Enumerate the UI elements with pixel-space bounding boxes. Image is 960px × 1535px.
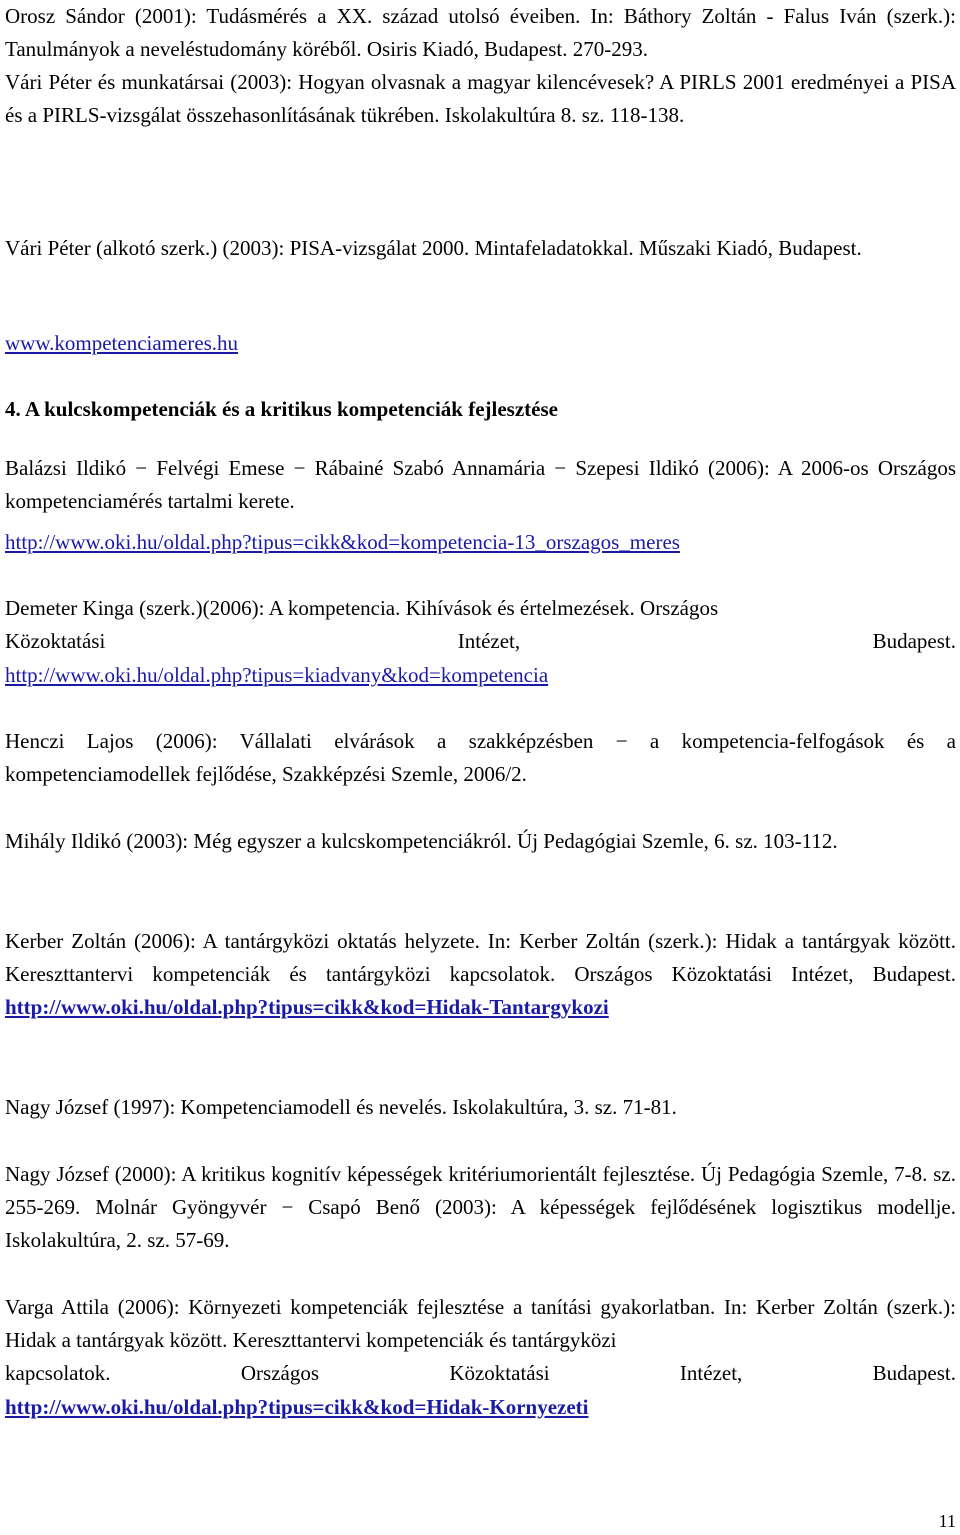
reference-varga-link-line [5, 1391, 589, 1424]
varga-link[interactable]: http://www.oki.hu/oldal.php?tipus=cikk&kod=Hidak-Kornyezeti [5, 1395, 589, 1419]
reference-vari-2003: Vári Péter és munkatársai (2003): Hogyan olvasnak a magyar kilencévesek? A PIRLS 2001 eredményei a PISA és a PIRLS-vizsgálat összehasonlításának tükrében. Iskolakultúra 8. sz. 118-138. [5, 70, 956, 127]
reference-varga-line3 [5, 1357, 956, 1390]
reference-balazsi-link-line [5, 526, 680, 559]
varga-word-5: Budapest. [872, 1361, 956, 1385]
demeter-link[interactable]: http://www.oki.hu/oldal.php?tipus=kiadvany&kod=kompetencia [5, 663, 549, 687]
reference-vari-pisa: Vári Péter (alkotó szerk.) (2003): PISA-vizsgálat 2000. Mintafeladatokkal. Műszaki Kiadó, Budapest. [5, 236, 862, 260]
reference-demeter-line2 [5, 625, 956, 658]
kerber-text: Kerber Zoltán (2006): A tantárgyközi oktatás helyzete. In: Kerber Zoltán (szerk.): Hidak a tantárgyak között. Kereszttantervi kompetenciák és tantárgyközi kapcsolatok. Országos Közoktatási Intézet, Budapest. [5, 929, 956, 986]
balazsi-link[interactable]: http://www.oki.hu/oldal.php?tipus=cikk&kod=kompetencia-13_orszagos_meres [5, 530, 680, 554]
varga-word-3: Közoktatási [449, 1361, 550, 1385]
varga-word-1: kapcsolatok. [5, 1361, 111, 1385]
reference-nagy-1997: Nagy József (1997): Kompetenciamodell és nevelés. Iskolakultúra, 3. sz. 71-81. [5, 1095, 677, 1119]
reference-link-kompetenciameres [5, 327, 238, 360]
section-heading: 4. A kulcskompetenciák és a kritikus kompetenciák fejlesztése [5, 397, 558, 421]
kompetenciameres-link[interactable]: www.kompetenciameres.hu [5, 331, 239, 355]
reference-demeter-line1: Demeter Kinga (szerk.)(2006): A kompetencia. Kihívások és értelmezések. Országos [5, 596, 719, 620]
demeter-word-1: Közoktatási [5, 629, 106, 653]
reference-orosz: Orosz Sándor (2001): Tudásmérés a XX. század utolsó éveiben. In: Báthory Zoltán - Falus Iván (szerk.): Tanulmányok a neveléstudomány köréből. Osiris Kiadó, Budapest. 270-293. [5, 4, 956, 61]
demeter-word-2: Intézet, [457, 629, 521, 653]
reference-mihaly: Mihály Ildikó (2003): Még egyszer a kulcskompetenciákról. Új Pedagógiai Szemle, 6. sz. 103-112. [5, 829, 838, 853]
reference-kerber [5, 925, 956, 1024]
page-number: 11 [938, 1511, 956, 1531]
kerber-link[interactable]: http://www.oki.hu/oldal.php?tipus=cikk&kod=Hidak-Tantargykozi [5, 995, 609, 1019]
reference-varga: Varga Attila (2006): Környezeti kompetenciák fejlesztése a tanítási gyakorlatban. In: Kerber Zoltán (szerk.): Hidak a tantárgyak között. Kereszttantervi kompetenciák és tantárgyközi [5, 1295, 956, 1352]
reference-henczi: Henczi Lajos (2006): Vállalati elvárások a szakképzésben − a kompetencia-felfogások és a kompetenciamodellek fejlődése, Szakképzési Szemle, 2006/2. [5, 729, 956, 786]
reference-nagy-2000: Nagy József (2000): A kritikus kognitív képességek kritériumorientált fejlesztése. Új Pedagógia Szemle, 7-8. sz. 255-269. Molnár Gyöngyvér − Csapó Benő (2003): A képességek fejlődésének logisztikus modellje. Iskolakultúra, 2. sz. 57-69. [5, 1162, 956, 1252]
varga-word-2: Országos [240, 1361, 320, 1385]
demeter-word-3: Budapest. [872, 629, 956, 653]
reference-demeter-link-line [5, 659, 548, 692]
varga-word-4: Intézet, [679, 1361, 743, 1385]
reference-balazsi: Balázsi Ildikó − Felvégi Emese − Rábainé Szabó Annamária − Szepesi Ildikó (2006): A 2006-os Országos kompetenciamérés tartalmi kerete. [5, 456, 956, 513]
